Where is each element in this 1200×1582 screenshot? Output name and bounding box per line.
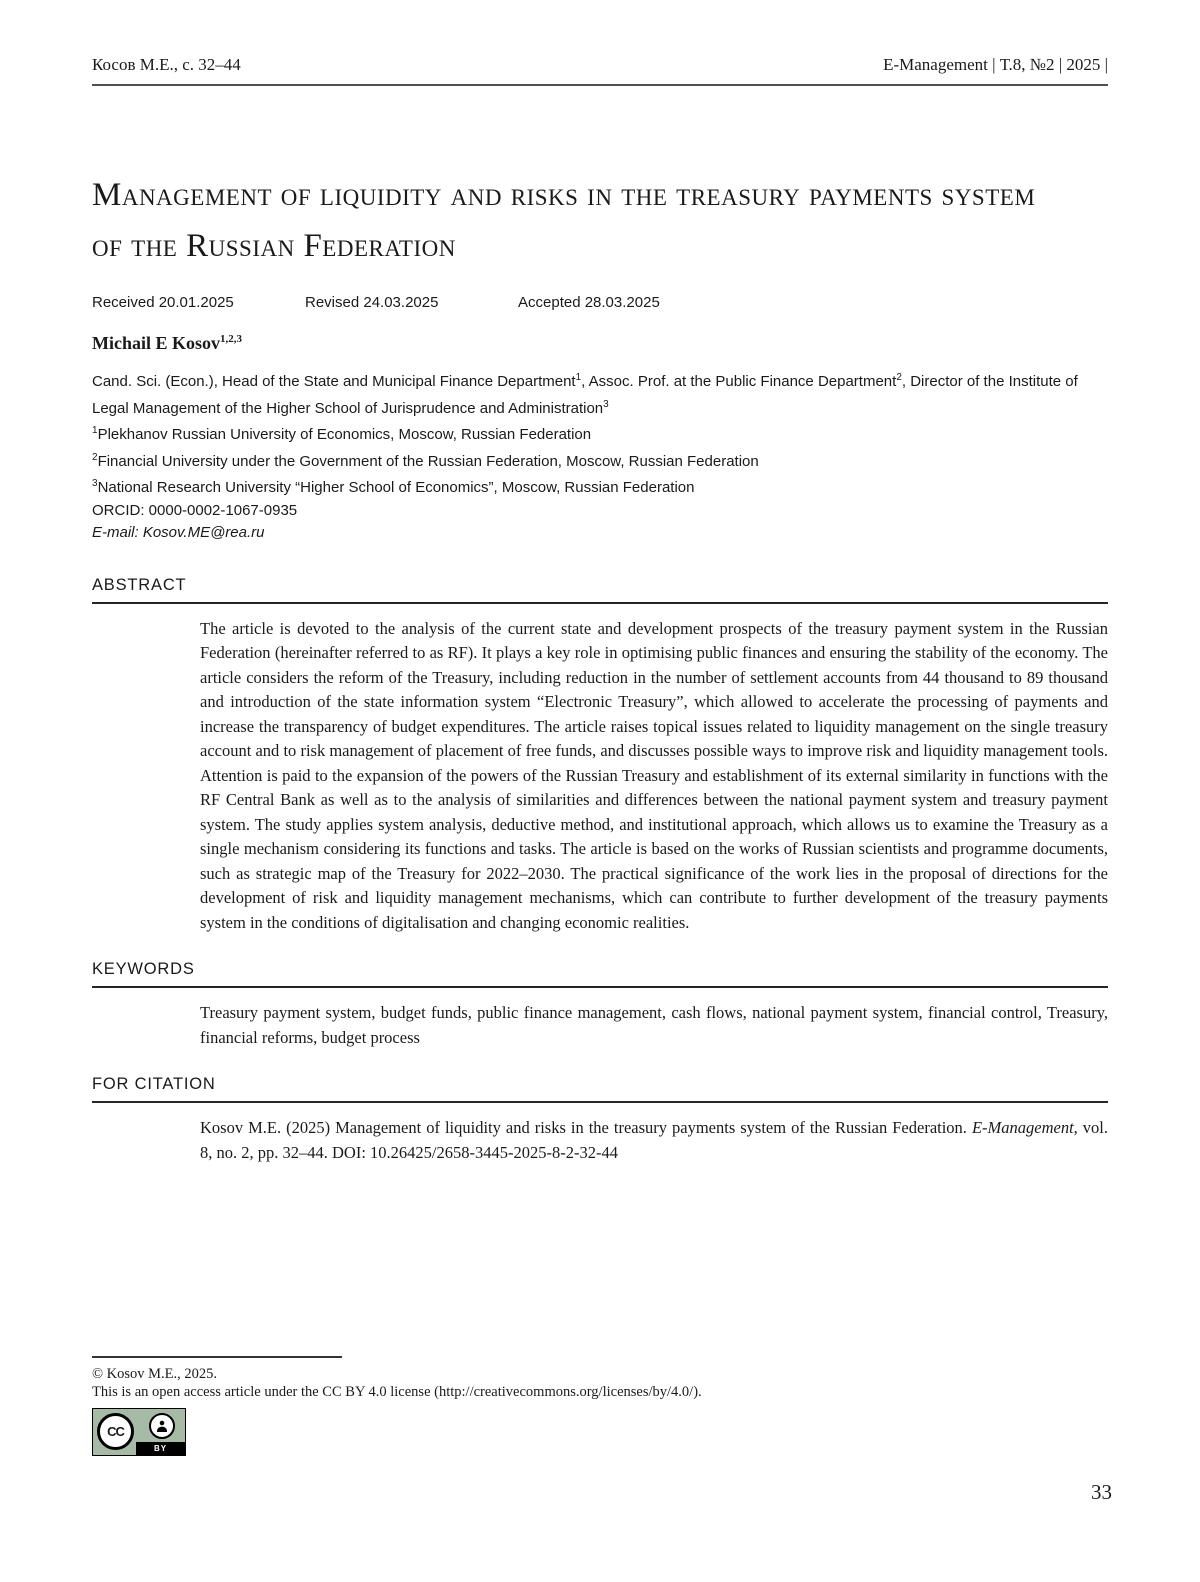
author-bio: Cand. Sci. (Econ.), Head of the State and Municipal Finance Department$^1$, Assoc. Prof. at the Public Finance Department$^2$, Director of the Institute of Legal Management of the Higher School of Jurisprudence and Administration$^3$: [92, 372, 1078, 417]
abstract-heading: ABSTRACT: [92, 576, 1108, 604]
affiliation-1: $^1$Plekhanov Russian University of Economics, Moscow, Russian Federation: [92, 425, 592, 444]
keywords-text: Treasury payment system, budget funds, public finance management, cash flows, national payment system, financial control, Treasury, financial reforms, budget process: [200, 1003, 1108, 1047]
dates-row: [92, 294, 1108, 311]
author-name: Michail E Kosov$^{1,2,3}$: [92, 333, 243, 354]
author-affiliation-sup: 1,2,3: [220, 333, 243, 346]
abstract-text: The article is devoted to the analysis of the current state and development prospects of the treasury payment system in the Russian Federation (hereinafter referred to as RF). It plays a key role in optimising public finances and ensuring the stability of the economy. The article considers the reform of the Treasury, including reduction in the number of settlement accounts from 44 thousand to 89 thousand and introduction of the state information system “Electronic Treasury”, which allowed to accelerate the processing of payments and increase the transparency of budget expenditures. The article raises topical issues related to liquidity management on the single treasury account and to risk management of placement of free funds, and discusses possible ways to improve risk and liquidity management tools. Attention is paid to the expansion of the powers of the Russian Treasury and establishment of its external similarity in functions with the RF Central Bank as well as to the analysis of similarities and differences between the national payment system and treasury payment system. The study applies system analysis, deductive method, and institutional approach, which allows us to examine the Treasury as a single mechanism considering its functions and tasks. The article is based on the works of Russian scientists and programme documents, such as strategic map of the Treasury for 2022–2030. The practical significance of the work lies in the proposal of directions for the development of risk and liquidity management mechanisms, which can contribute to further development of the treasury payments system in the conditions of digitalisation and changing economic realities.: [200, 618, 1108, 932]
affiliation-2: $^2$Financial University under the Government of the Russian Federation, Moscow, Russian Federation: [92, 451, 759, 470]
license-line: This is an open access article under the CC BY 4.0 license (http://creativecommons.org/licenses/by/4.0/).: [92, 1384, 702, 1400]
orcid-line: ORCID: 0000-0002-1067-0935: [92, 501, 298, 519]
cc-by-badge: [92, 1408, 186, 1456]
for-citation-heading: FOR CITATION: [92, 1075, 1108, 1103]
person-icon: [149, 1413, 175, 1439]
citation-text: Kosov M.E. (2025) Management of liquidity and risks in the treasury payments system of the Russian Federation. E-Management, vol. 8, no. 2, pp. 32–44. DOI: 10.26425/2658-3445-2025-8-2-32-44: [200, 1118, 1108, 1162]
affiliation-3: $^3$National Research University “Higher School of Economics”, Moscow, Russian Federation: [92, 478, 695, 497]
page-number: 33: [1091, 1480, 1112, 1504]
received-date: Received 20.01.2025: [92, 294, 234, 312]
running-header-left: Косов М.Е., с. 32–44: [92, 55, 241, 74]
copyright-line: © Kosov M.E., 2025.: [92, 1366, 218, 1382]
cc-logo-icon: CC: [97, 1413, 134, 1450]
article-title: Management of liquidity and risks in the treasury payments system of the Russian Federation: [92, 177, 1036, 265]
email-line: E-mail: Kosov.ME@rea.ru: [92, 524, 265, 542]
page-footer: [92, 1356, 1108, 1456]
keywords-heading: KEYWORDS: [92, 960, 1108, 988]
running-header: [92, 55, 1108, 86]
accepted-date: Accepted 28.03.2025: [518, 294, 660, 312]
revised-date: Revised 24.03.2025: [305, 294, 439, 312]
cc-by-strip: BY: [136, 1442, 185, 1455]
journal-name-italic: E-Management: [971, 1118, 1074, 1138]
running-header-right: E-Management | Т.8, №2 | 2025 |: [883, 55, 1108, 74]
footer-divider: [92, 1356, 342, 1358]
